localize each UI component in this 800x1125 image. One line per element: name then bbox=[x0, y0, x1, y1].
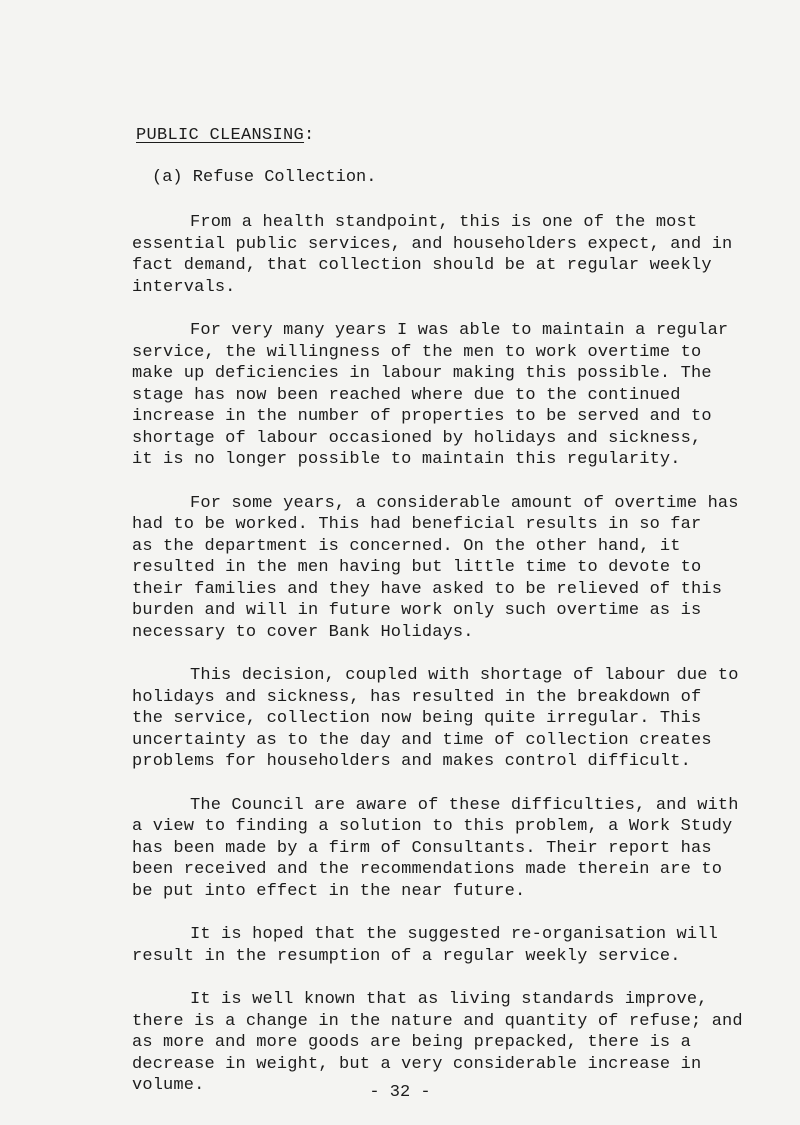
paragraph-text: The Council are aware of these difficulties, and with a view to finding a solution to this problem, a Work Study has been made by a firm of Consultants. Their report has been received and the recommendations made therein are to be put into effect in the near future. bbox=[132, 795, 739, 901]
paragraph-text: For some years, a considerable amount of overtime has had to be worked. This had beneficial results in so far as the department is concerned. On the other hand, it resulted in the men having but little time to devote to their families and they have asked to be relieved of this burden and will in future work only such overtime as is necessary to cover Bank Holidays. bbox=[132, 493, 739, 642]
paragraph-text: From a health standpoint, this is one of the most essential public services, and householders expect, and in fact demand, that collection should be at regular weekly intervals. bbox=[132, 213, 733, 297]
paragraph-council bbox=[132, 795, 797, 903]
paragraph-text: It is well known that as living standards improve, there is a change in the nature and quantity of refuse; and as more and more goods are being prepacked, there is a decrease in weight, but a very considerable increase in volume. bbox=[132, 990, 743, 1095]
paragraph-text: This decision, coupled with shortage of labour due to holidays and sickness, has resulted in the breakdown of the service, collection now being quite irregular. This uncertainty as to the day and time of collection creates problems for householders and makes control difficult. bbox=[132, 666, 739, 771]
page-number: - 32 - bbox=[369, 1083, 431, 1102]
paragraph-regular-service bbox=[132, 320, 797, 471]
paragraph-reorganisation bbox=[132, 924, 797, 967]
paragraph-health-standpoint bbox=[132, 212, 797, 298]
paragraph-text: For very many years I was able to maintain a regular service, the willingness of the men to work overtime to make up deficiencies in labour making this possible. The stage has now been reached where due to the continued increase in the number of properties to be served and to shortage of labour occasioned by holidays and sickness, it is no longer possible to maintain this regularity. bbox=[132, 321, 729, 469]
section-heading bbox=[136, 126, 315, 145]
body-text bbox=[132, 212, 797, 1119]
paragraph-text: It is hoped that the suggested re-organisation will result in the resumption of a regular weekly service. bbox=[132, 925, 718, 966]
section-heading-colon: : bbox=[304, 126, 315, 145]
paragraph-overtime bbox=[132, 493, 797, 644]
paragraph-living-standards bbox=[132, 989, 797, 1097]
subsection-heading: (a) Refuse Collection. bbox=[152, 168, 377, 187]
paragraph-decision bbox=[132, 665, 797, 773]
section-heading-text: PUBLIC CLEANSING bbox=[136, 126, 305, 145]
